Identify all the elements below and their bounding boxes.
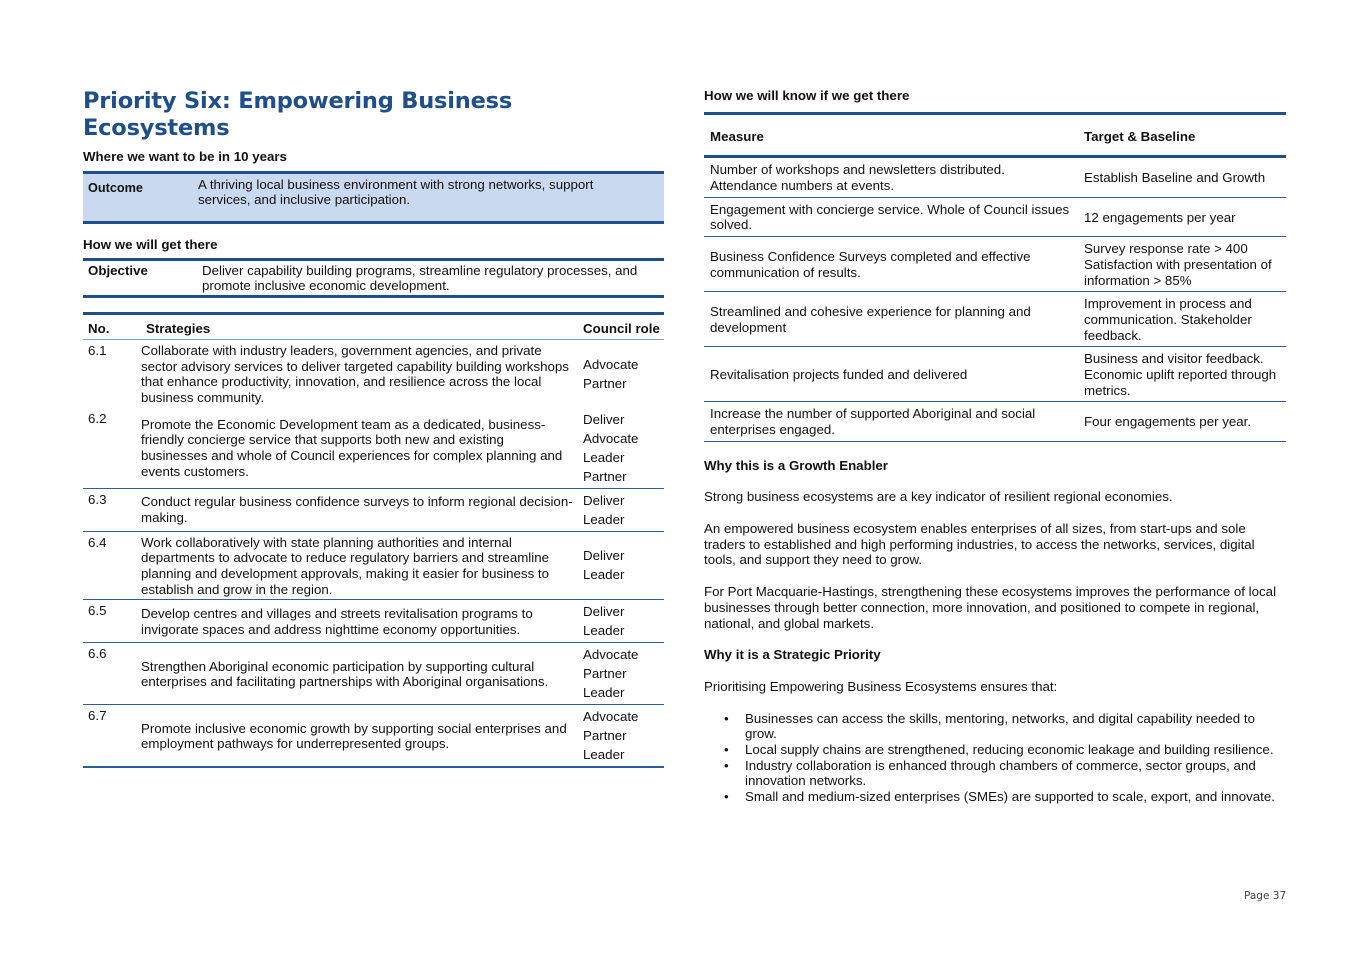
page-number: Page 37 xyxy=(1244,890,1287,902)
bullet-item: • Industry collaboration is enhanced through chambers of commerce, sector groups, and innovation networks. xyxy=(745,758,1286,789)
header-strategies: Strategies xyxy=(136,314,578,340)
strategy-number: 6.3 xyxy=(83,488,136,531)
bullet-item: • Businesses can access the skills, mentoring, networks, and digital capability needed to grow. xyxy=(745,711,1286,742)
strategy-text: Collaborate with industry leaders, government agencies, and private sector advisory services to deliver targeted capability building workshops that enhance productivity, innovation, and resilience across the local business community. xyxy=(141,342,569,405)
council-role: Advocate xyxy=(583,356,639,372)
where-heading: Where we want to be in 10 years xyxy=(83,149,287,164)
strategy-text: Promote inclusive economic growth by supporting social enterprises and employment pathways for underrepresented groups. xyxy=(136,705,578,768)
council-role: Leader xyxy=(583,623,625,639)
council-role: Partner xyxy=(583,666,627,682)
objective-label: Objective xyxy=(88,262,148,278)
strategy-number: 6.7 xyxy=(83,705,136,768)
council-role-cell xyxy=(578,705,664,768)
right-column xyxy=(704,88,1286,805)
council-role-cell xyxy=(578,408,664,489)
target-text: Survey response rate > 400 Satisfaction with presentation of information > 85% xyxy=(1078,237,1286,292)
council-role: Partner xyxy=(583,375,627,391)
strategy-number: 6.4 xyxy=(83,531,136,600)
left-column xyxy=(83,88,664,768)
page-title: Priority Six: Empowering Business Ecosystems xyxy=(83,88,513,141)
measure-row xyxy=(704,197,1286,236)
growth-heading: Why this is a Growth Enabler xyxy=(704,457,888,473)
target-text: Four engagements per year. xyxy=(1078,402,1286,441)
strategy-number: 6.6 xyxy=(83,643,136,705)
growth-paragraph: Strong business ecosystems are a key indicator of resilient regional economies. xyxy=(704,489,1173,505)
council-role: Leader xyxy=(583,511,625,527)
growth-section xyxy=(704,458,1286,805)
target-text: 12 engagements per year xyxy=(1078,197,1286,236)
measure-row xyxy=(704,157,1286,197)
header-council-role: Council role xyxy=(578,314,664,340)
strategy-text: Work collaboratively with state planning authorities and internal departments to advocate to reduce regulatory barriers and streamline planning and development approvals, making it easier for business to establish and grow in the region. xyxy=(136,531,578,600)
growth-paragraph: For Port Macquarie-Hastings, strengthening these ecosystems improves the performance of local businesses through better connection, more innovation, and positioned to compete in regional, national, and global markets. xyxy=(704,584,1277,631)
council-role: Advocate xyxy=(583,709,639,725)
measure-text: Increase the number of supported Aboriginal and social enterprises engaged. xyxy=(704,402,1078,441)
outcome-text: A thriving local business environment with strong networks, support services, and inclusive participation. xyxy=(198,176,594,208)
header-measure: Measure xyxy=(704,113,1078,157)
council-role: Partner xyxy=(583,468,627,484)
council-role: Leader xyxy=(583,685,625,701)
target-text: Establish Baseline and Growth xyxy=(1078,157,1286,197)
strategies-header-row xyxy=(83,314,664,340)
strategy-text: Develop centres and villages and streets revitalisation programs to invigorate spaces and address nighttime economy opportunities. xyxy=(136,600,578,643)
council-role-cell xyxy=(578,488,664,531)
measures-header-row xyxy=(704,113,1286,157)
strategic-heading: Why it is a Strategic Priority xyxy=(704,647,881,663)
objective-text: Deliver capability building programs, streamline regulatory processes, and promote inclusive economic development. xyxy=(202,262,638,294)
strategy-row xyxy=(83,705,664,768)
measure-text: Streamlined and cohesive experience for planning and development xyxy=(704,292,1078,347)
strategy-number: 6.5 xyxy=(83,600,136,643)
measure-row xyxy=(704,347,1286,402)
strategy-row xyxy=(83,531,664,600)
bullet-item: • Small and medium-sized enterprises (SMEs) are supported to scale, export, and innovate. xyxy=(745,789,1286,805)
strategy-row xyxy=(83,339,664,407)
council-role: Deliver xyxy=(583,548,625,564)
council-role: Deliver xyxy=(583,492,625,508)
measures-table xyxy=(704,112,1286,442)
strategy-row xyxy=(83,408,664,489)
bullet-item: • Local supply chains are strengthened, reducing economic leakage and building resilience. xyxy=(745,742,1286,758)
strategy-number: 6.2 xyxy=(83,408,136,489)
growth-paragraph: An empowered business ecosystem enables enterprises of all sizes, from start-ups and sole traders to established and high performing industries, to access the networks, services, digital tools, and support they need to grow. xyxy=(704,521,1255,568)
how-heading: How we will get there xyxy=(83,237,218,253)
council-role: Leader xyxy=(583,567,625,583)
council-role-cell xyxy=(578,531,664,600)
council-role-cell xyxy=(578,339,664,407)
strategic-bullets xyxy=(704,711,1286,805)
council-role: Advocate xyxy=(583,430,639,446)
measure-row xyxy=(704,237,1286,292)
measure-row xyxy=(704,292,1286,347)
header-target: Target & Baseline xyxy=(1078,113,1286,157)
measure-text: Engagement with concierge service. Whole of Council issues solved. xyxy=(704,197,1078,236)
strategy-row xyxy=(83,600,664,643)
strategy-text: Strengthen Aboriginal economic participation by supporting cultural enterprises and facilitating partnerships with Aboriginal organisations. xyxy=(136,643,578,705)
measure-text: Number of workshops and newsletters distributed. Attendance numbers at events. xyxy=(704,157,1078,197)
strategy-text: Promote the Economic Development team as a dedicated, business-friendly concierge service that supports both new and existing businesses and whole of Council experiences for complex planning and events customers. xyxy=(136,408,578,489)
strategic-intro: Prioritising Empowering Business Ecosystems ensures that: xyxy=(704,678,1058,694)
strategies-table xyxy=(83,312,664,768)
header-no: No. xyxy=(83,314,136,340)
council-role-cell xyxy=(578,600,664,643)
strategy-text: Conduct regular business confidence surveys to inform regional decision-making. xyxy=(136,488,578,531)
council-role: Partner xyxy=(583,728,627,744)
target-text: Business and visitor feedback. Economic uplift reported through metrics. xyxy=(1078,347,1286,402)
measure-row xyxy=(704,402,1286,441)
know-heading: How we will know if we get there xyxy=(704,88,910,103)
measure-text: Revitalisation projects funded and delivered xyxy=(704,347,1078,402)
council-role-cell xyxy=(578,643,664,705)
council-role: Leader xyxy=(583,747,625,763)
outcome-box xyxy=(83,171,664,224)
target-text: Improvement in process and communication. Stakeholder feedback. xyxy=(1078,292,1286,347)
strategy-row xyxy=(83,643,664,705)
outcome-label: Outcome xyxy=(88,180,143,195)
strategy-row xyxy=(83,488,664,531)
objective-box xyxy=(83,258,664,298)
measure-text: Business Confidence Surveys completed and effective communication of results. xyxy=(704,237,1078,292)
council-role: Deliver xyxy=(583,411,625,427)
council-role: Advocate xyxy=(583,647,639,663)
council-role: Deliver xyxy=(583,604,625,620)
council-role: Leader xyxy=(583,449,625,465)
strategy-number: 6.1 xyxy=(88,342,107,358)
